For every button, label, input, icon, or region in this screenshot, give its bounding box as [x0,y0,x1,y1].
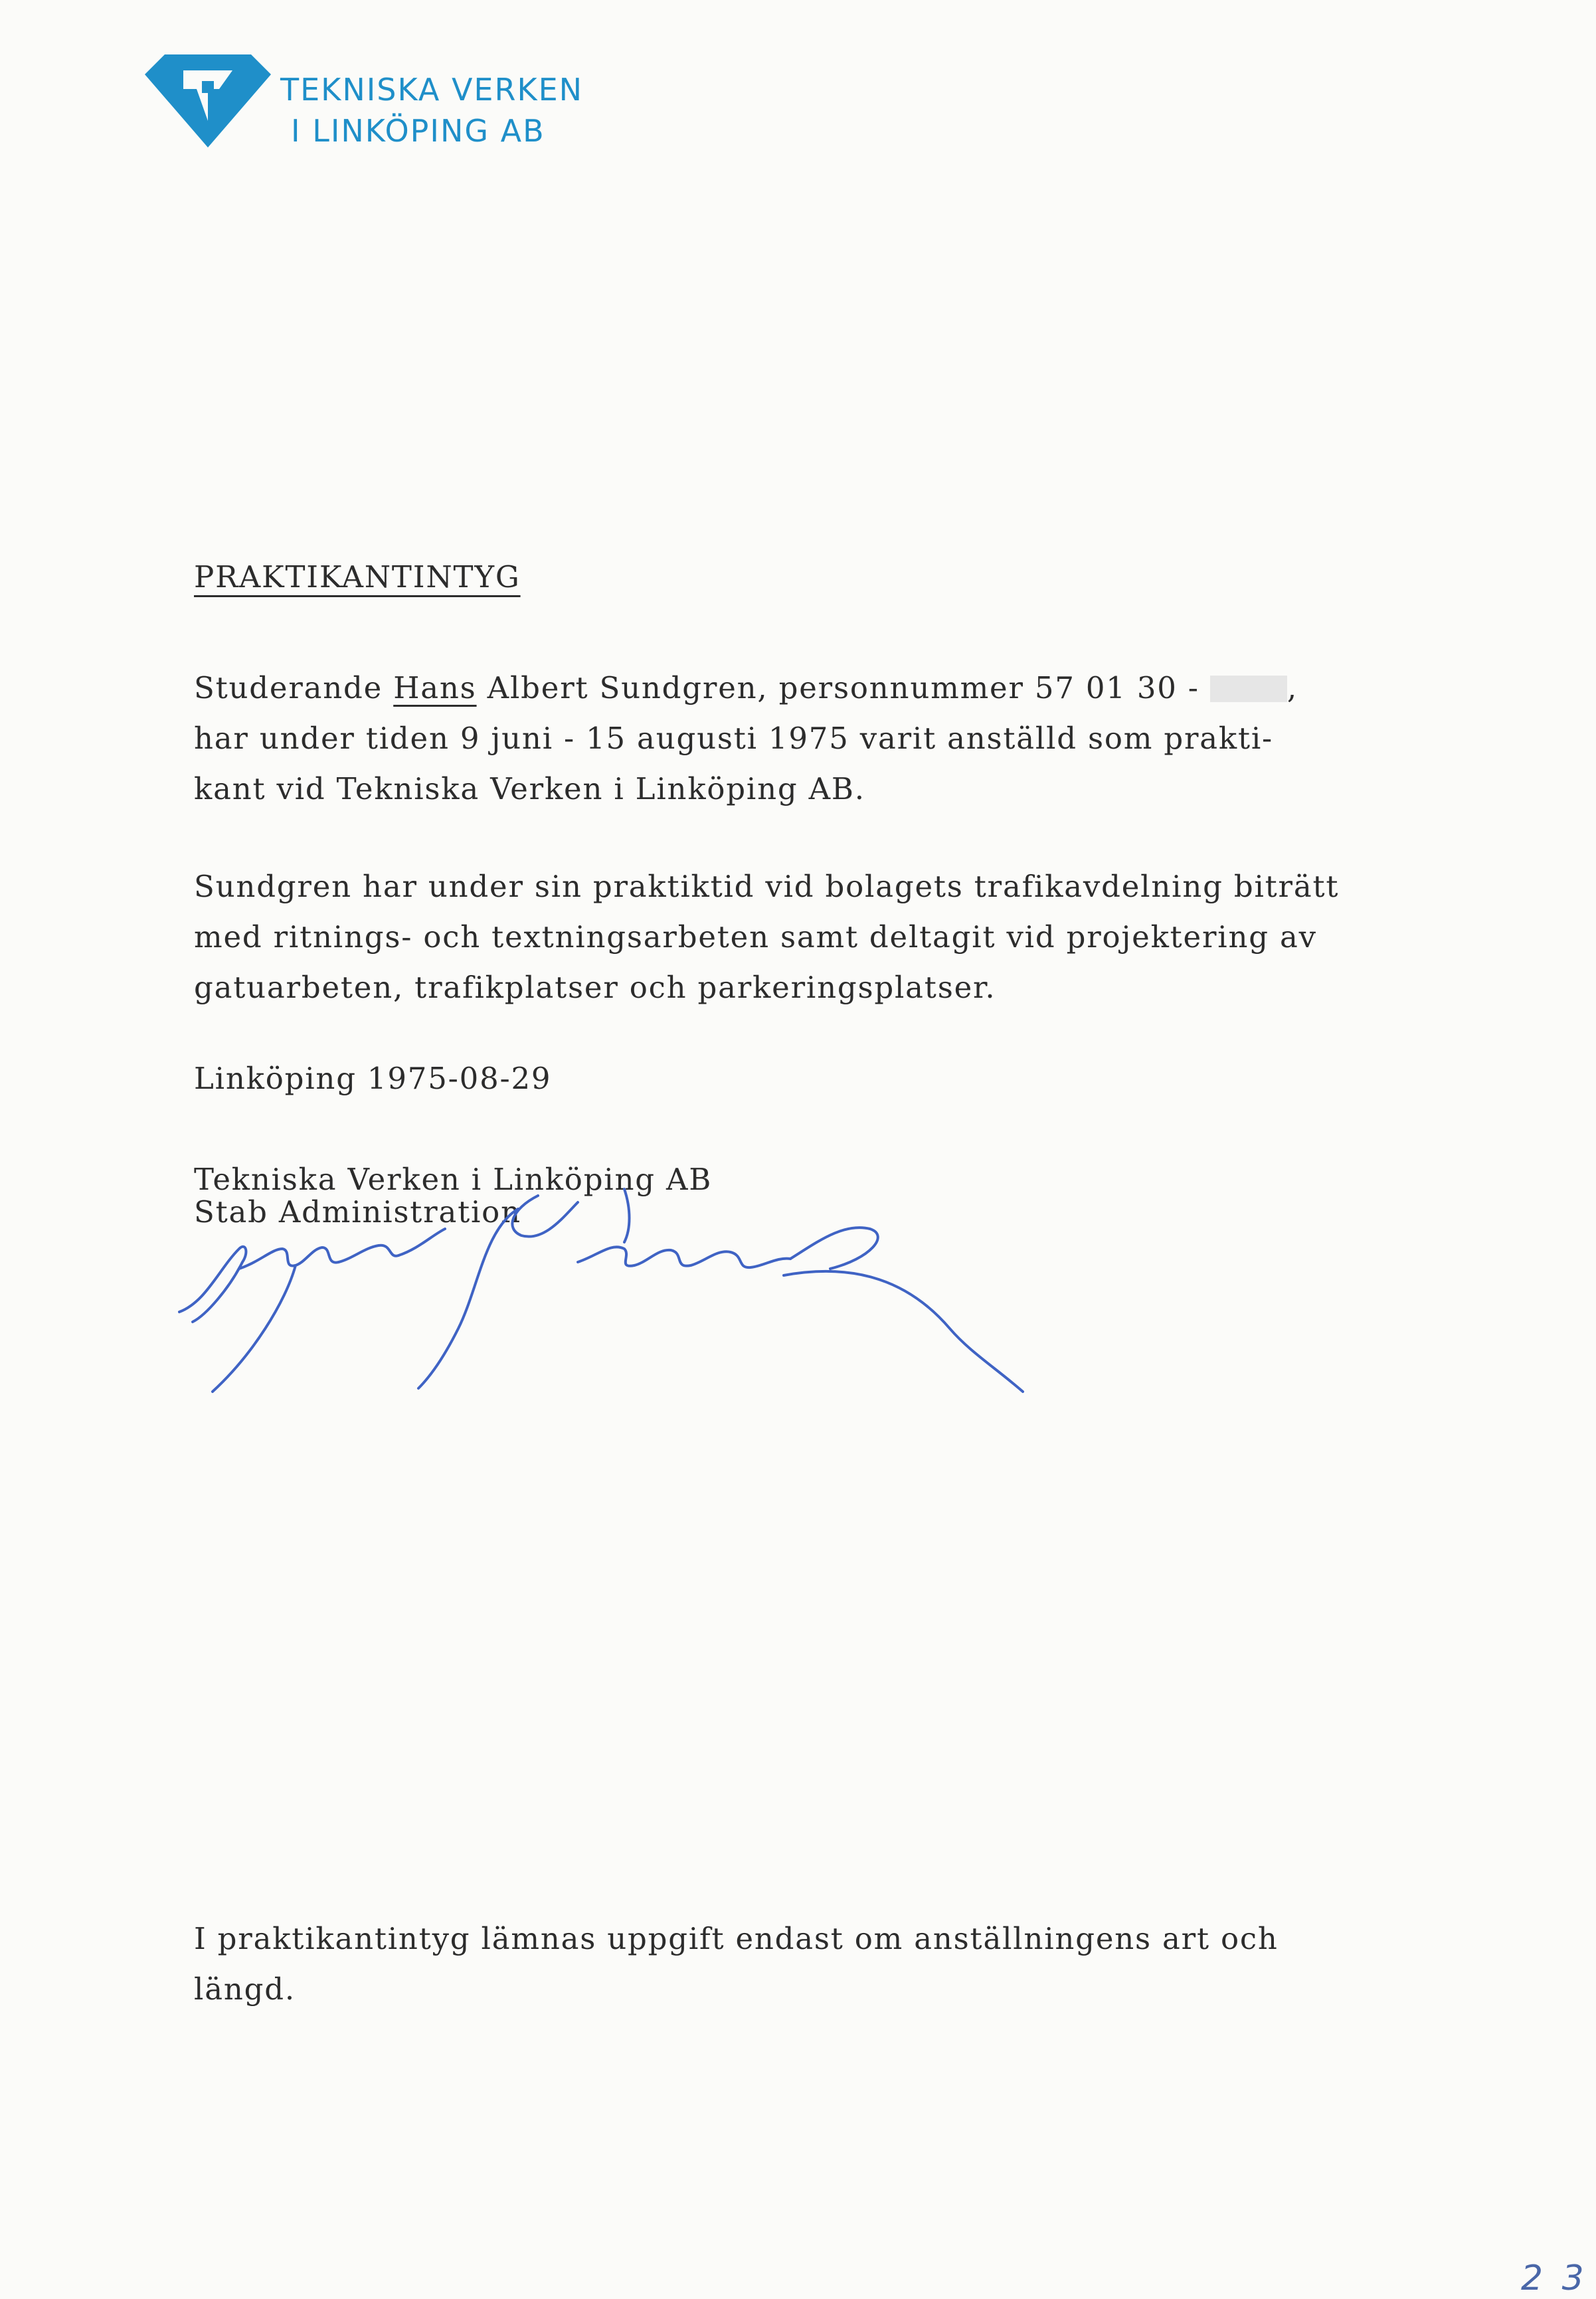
redaction-box [1210,676,1287,702]
text-fragment: Albert Sundgren, personnummer 57 01 30 - [476,670,1210,705]
company-logo-icon [145,54,271,147]
footer-note [194,1914,1279,2015]
document-title: PRAKTIKANTINTYG [194,559,521,595]
handwritten-signature [166,1169,1043,1408]
paragraph-line: med ritnings- och textningsarbeten samt deltagit vid projektering av [194,919,1317,955]
page-number: 2 3 [1521,2258,1588,2298]
paragraph-duties [194,862,1339,1013]
paragraph-line: längd. [194,1972,296,2007]
paragraph-line [194,663,1298,713]
paragraph-employment [194,663,1298,814]
text-fragment: , [1286,670,1298,705]
underlined-first-name: Hans [393,670,477,705]
company-name-line1: TEKNISKA VERKEN [280,72,584,108]
place-and-date: Linköping 1975-08-29 [194,1061,552,1096]
paragraph-line: gatuarbeten, trafikplatser och parkeringsplatser. [194,970,996,1005]
text-fragment: Studerande [194,670,394,705]
signatory-company: Tekniska Verken i Linköping AB [194,1162,713,1197]
company-name-line2: I LINKÖPING AB [291,113,545,149]
paragraph-line: har under tiden 9 juni - 15 augusti 1975 varit anställd som prakti- [194,721,1274,756]
paragraph-line: I praktikantintyg lämnas uppgift endast om anställningens art och [194,1921,1279,1956]
signatory-department: Stab Administration [194,1194,521,1230]
paragraph-line: Sundgren har under sin praktiktid vid bolagets trafikavdelning biträtt [194,869,1340,904]
paragraph-line: kant vid Tekniska Verken i Linköping AB. [194,771,865,806]
